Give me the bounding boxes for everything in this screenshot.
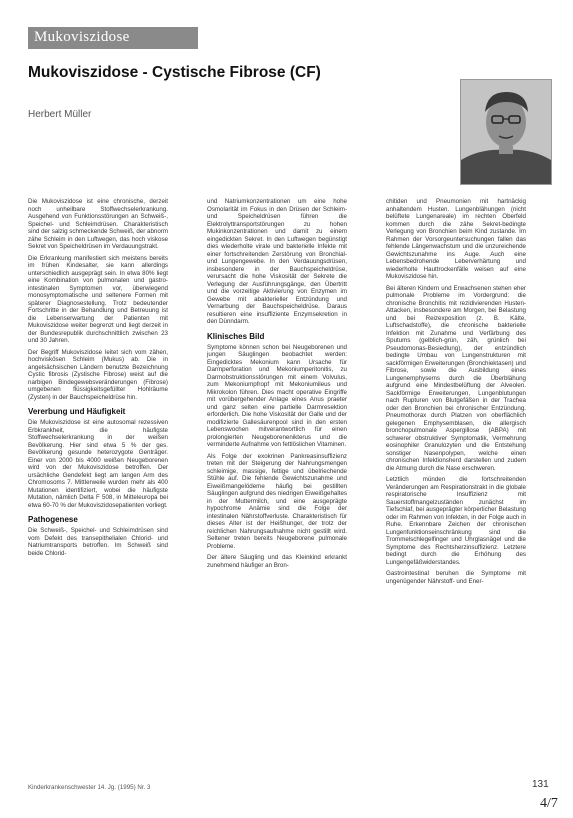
author-photo xyxy=(460,79,552,185)
paragraph: Letztlich münden die fortschreitenden Veränderungen am Respirationstrakt in die globale respiratorische Insuffizienz mit Sauerstoffmangelzuständen zunächst im Tiefschlaf, bei ausgeprägter körperlicher Belastung oder im Rahmen von Infekten, in der Folge auch in Ruhe. Erkennbare Zeichen der chronischen Lungenfunktionseinschränkung sind die Trommelschlegelfinger und Uhrglasnägel und die Symptome des Rechtsherzinsuffizienz. Letztere bedingt durch die Erhöhung des Lungengefäßwiderstandes. xyxy=(386,476,526,566)
paragraph: Die Erkrankung manifestiert sich meistens bereits im frühen Kindesalter, sie kann allerdings unterschiedlich ausgeprägt sein. In etwa 80% liegt eine Kombination von pulmonalen und gastro-intestinalen Symptomen vor, überwiegend monosymptomatische und seltenere Formen mit späterer Diagnosestellung. Trotz bedeutender Fortschritte in der Behandlung und Betreuung ist die Lebenserwartung der Patienten mit Mukoviszidose weiter begrenzt und liegt derzeit in der Bundesrepublik durchschnittlich zwischen 23 und 30 Jahren. xyxy=(28,254,168,344)
paragraph: Die Mukoviszidose ist eine autosomal rezessiven Erbkrankheit, die häufigste Stoffwechselerkrankung in der weißen Bevölkerung. Hier sind etwa 5 % der ges. Bevölkerung gesunde heterozygote Genträger. Einer von 2000 bis 4000 weißen Neugeborenen wird von der Mukoviszidose betroffen. Der ursächliche Gendefekt liegt am langen Arm des Chromosoms 7. Mittlerweile wurden mehr als 400 Mutationen identifiziert, wobei die häufigste Mutation, nämlich Delta F 508, in Mitteleuropa bei etwa 60-70 % der Mukoviszidosepatienten vorliegt. xyxy=(28,419,168,509)
section-heading: Klinisches Bild xyxy=(207,331,265,341)
paragraph: Gastrointestinal beruhen die Symptome mit ungenügender Nährstoff- und Ener- xyxy=(386,570,526,585)
journal-footer: Kinderkrankenschwester 14. Jg. (1995) Nr. 3 xyxy=(28,784,151,791)
author-name: Herbert Müller xyxy=(28,109,92,120)
section-banner xyxy=(28,27,198,49)
paragraph: Der Begriff Mukoviszidose leitet sich vom zähen, hochviskösen Schleim (Mukus) ab. Die in angelsächsischen Ländern benutzte Bezeichnung Cystic fibrosis (Zystische Fibrose) weist auf die narbigen Bindegewebsveränderungen (Fibrose) umgebenen flüssigkeitsgefüllter Hohlräume (Zysten) in der Bauchspeicheldrüse hin. xyxy=(28,348,168,401)
page-number: 131 xyxy=(532,779,549,790)
paragraph: Als Folge der exokrinen Pankreasinsuffizienz treten mit der Steigerung der Nahrungsmengen schleimige, massige, fettige und übelriechende Stühle auf. Die fehlende Gewichtszunahme und Eiweißmangelödeme häufig bei gestillten Säuglingen aufgrund des niedrigen Eiweißgehaltes in der Muttermilch, und eine ausgeprägte hypochrome Anämie sind die Folge der intestinalen Nährstoffverluste. Charakteristisch für dieses Alter ist der Heißhunger, der trotz der reichlichen Nahrungsaufnahme nicht gestillt wird. Seltener treten bereits Neugeborene pulmonale Probleme. xyxy=(207,452,347,550)
paragraph: und Natriumkonzentrationen um eine hohe Osmolarität im Fokus in den Drüsen der Schleim- und Speicheldrüsen führen die Elektrolyttransportstörungen zu hohen Mukinkonzentrationen und damit zu einem eingedickten Sekret. In den Luftwegen begünstigt dies wiederholte virale und bakterielle Infekte mit einer fortschreitenden Zerstörung von Bronchial- und Lungengewebe. In den Verdauungsdrüsen, insbesondere in der Bauchspeicheldrüse, verursacht die hohe Viskosität der Sekrete die Verlegung der Ausführungsgänge, den Übertritt und die vorzeitige Aktivierung von Enzymen im Gewebe mit abakterieller Entzündung und Vernarbung der Bauchspeicheldrüse. Daraus resultieren eine insuffiziente Enzymsekretion in den Dünndarm. xyxy=(207,198,347,325)
text-column-3 xyxy=(386,198,526,770)
paragraph: Bei älteren Kindern und Erwachsenen stehen eher pulmonale Probleme im Vordergrund: die chronische Bronchitis mit rezidivierenden Husten-Attacken, insbesondere am Morgen, bei Belastung und bei Reizexposition (z. B. Kälte, Luftschadstoffe), die chronische bakterielle Infektion mit Zunahme und Verfärbung des Sputums (gelblich-grün, zäh, grünlich bei Pseudomonas-Besiedlung), der entzündlich bedingte Umbau von Lungenstrukturen mit sackförmigen Erweiterungen (Bronchiektasen) und Fibrose, sowie die Ausbildung eines Lungenemphysems durch die Überblähung aufgrund eine Mindestbelüftung der Alveolen. Sackförmige Erweiterungen, Lungenblutungen nach Rupturen von Blutgefäßen in der Trachea oder den Bronchien bei chronischer Entzündung. Pneumothorax durch Platzen von oberflächlich gelegenen Emphysemblasen, die allergisch bronchopulmonale Aspergillose (ABPA) mit schwerer obstruktiver Symptomatik, Vermehrung eosinophiler Granulozyten und die Entstehung sonstiger Nasenpolypen, welche einen chronischen Infektionsherd darstellen und zudem die Atmung durch die Nase erschweren. xyxy=(386,284,526,472)
paragraph: Die Schweiß-, Speichel- und Schleimdrüsen sind vom Defekt des transepithelialen Chlorid- und Natriumtransports betroffen. Im Schweiß sind beide Chlorid- xyxy=(28,527,168,557)
article-title: Mukoviszidose - Cystische Fibrose (CF) xyxy=(28,64,321,81)
text-column-1 xyxy=(28,198,168,770)
text-column-2 xyxy=(207,198,347,770)
paragraph: Symptome können schon bei Neugeborenen und jungen Säuglingen beobachtet werden: Eingedicktes Mekonium kann Ursache für Darmperforation und Mekoniumperitonitis, zu Darmobstruktionsstörungen mit einem Volvulus, zum Mekoniumpfropf mit Mekoniumileus und Mikrokolon führen. Dies macht operative Eingriffe mit vorübergehender Anlage eines Anus praeter und ganz selten eine partielle Darmresektion erforderlich. Die hohe Viskosität der Galle und der modifizierte Gallesäurenpool sind in den ersten Lebenswochen mitverantwortlich für einen prolongierten Neugeborenenikterus und die verminderte Aufnahme von fettlöslichen Vitaminen. xyxy=(207,343,347,448)
paragraph: Der ältere Säugling und das Kleinkind erkrankt zunehmend häufiger an Bron- xyxy=(207,554,347,569)
paragraph: Die Mukoviszidose ist eine chronische, derzeit noch unheilbare Stoffwechselerkrankung. Ausgehend von Funktionsstörungen an Schweiß-, Speichel- und Schleimdrüsen. Charakteristisch sind der salzig schmeckende Schweiß, der abnorm zähe Schleim in den Luftwegen, das hoch viskose Sekret von Speicheldrüsen im Verdauungstrakt. xyxy=(28,198,168,250)
banner-label: Mukoviszidose xyxy=(34,29,130,45)
section-heading: Pathogenese xyxy=(28,515,78,524)
paragraph: chitiden und Pneumonien mit hartnäckig anhaltendem Husten. Lungenblähungen (nicht belüftete Lungenareale) im rechten Oberfeld kommen durch die zähe Sekret-bedingte Verlegung von Bronchien beim Kind zustande. Im Rahmen der Vorsorgeuntersuchungen fallen das fehlende Längenwachstum und die unzureichende Gewichtszunahme ins Auge. Auch eine Lebensbedrohende Leberverhärtung und wiederholte Hauttrockenfälle weisen auf eine Mukoviszidose hin. xyxy=(386,198,526,280)
corner-mark: 4/7 xyxy=(540,796,558,811)
section-heading: Vererbung und Häufigkeit xyxy=(28,407,126,416)
